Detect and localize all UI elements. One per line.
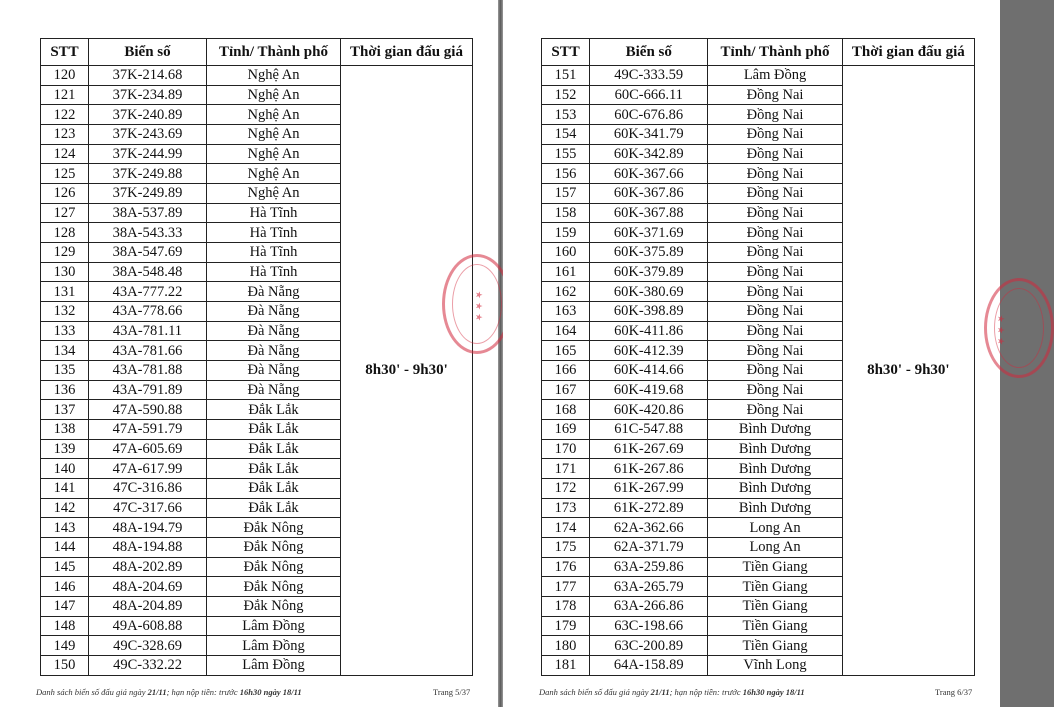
cell-stt: 178 xyxy=(542,597,590,617)
cell-stt: 170 xyxy=(542,439,590,459)
cell-province: Đắk Lắk xyxy=(207,498,341,518)
cell-stt: 152 xyxy=(542,85,590,105)
cell-plate: 37K-240.89 xyxy=(89,105,207,125)
footer-prefix: Danh sách biển số đấu giá ngày xyxy=(36,687,148,697)
cell-stt: 155 xyxy=(542,144,590,164)
cell-province: Đồng Nai xyxy=(708,144,842,164)
cell-province: Lâm Đồng xyxy=(207,656,341,676)
cell-stt: 142 xyxy=(41,498,89,518)
cell-plate: 49C-332.22 xyxy=(89,656,207,676)
footer-auction-date: 21/11 xyxy=(650,687,670,697)
cell-province: Đồng Nai xyxy=(708,361,842,381)
cell-province: Tiền Giang xyxy=(708,597,842,617)
cell-stt: 148 xyxy=(41,616,89,636)
cell-province: Nghệ An xyxy=(207,184,341,204)
cell-plate: 43A-781.11 xyxy=(89,321,207,341)
cell-province: Đồng Nai xyxy=(708,341,842,361)
cell-province: Nghệ An xyxy=(207,125,341,145)
cell-stt: 140 xyxy=(41,459,89,479)
cell-province: Nghệ An xyxy=(207,85,341,105)
cell-plate: 47A-590.88 xyxy=(89,400,207,420)
cell-plate: 43A-781.88 xyxy=(89,361,207,381)
footer-deadline: 16h30 ngày 18/11 xyxy=(742,687,805,697)
cell-auction-time: 8h30' - 9h30' xyxy=(341,66,473,676)
cell-plate: 60K-375.89 xyxy=(590,243,708,263)
cell-province: Lâm Đồng xyxy=(708,66,842,86)
cell-stt: 143 xyxy=(41,518,89,538)
cell-plate: 61K-267.86 xyxy=(590,459,708,479)
cell-stt: 130 xyxy=(41,262,89,282)
cell-province: Đồng Nai xyxy=(708,400,842,420)
cell-province: Đà Nẵng xyxy=(207,341,341,361)
cell-stt: 151 xyxy=(542,66,590,86)
cell-stt: 166 xyxy=(542,361,590,381)
cell-stt: 162 xyxy=(542,282,590,302)
header-auction-time: Thời gian đấu giá xyxy=(842,39,974,66)
cell-stt: 132 xyxy=(41,302,89,322)
cell-auction-time: 8h30' - 9h30' xyxy=(842,66,974,676)
cell-plate: 60K-420.86 xyxy=(590,400,708,420)
plate-auction-table xyxy=(40,38,473,676)
header-auction-time: Thời gian đấu giá xyxy=(341,39,473,66)
cell-province: Đồng Nai xyxy=(708,125,842,145)
cell-province: Bình Dương xyxy=(708,498,842,518)
cell-province: Đắk Lắk xyxy=(207,459,341,479)
cell-province: Đồng Nai xyxy=(708,85,842,105)
cell-stt: 123 xyxy=(41,125,89,145)
cell-plate: 47A-617.99 xyxy=(89,459,207,479)
cell-stt: 136 xyxy=(41,380,89,400)
cell-stt: 120 xyxy=(41,66,89,86)
cell-province: Đồng Nai xyxy=(708,223,842,243)
cell-plate: 37K-249.88 xyxy=(89,164,207,184)
cell-plate: 61K-267.99 xyxy=(590,479,708,499)
cell-province: Đồng Nai xyxy=(708,164,842,184)
cell-plate: 38A-543.33 xyxy=(89,223,207,243)
cell-province: Đà Nẵng xyxy=(207,282,341,302)
cell-province: Đồng Nai xyxy=(708,321,842,341)
cell-stt: 174 xyxy=(542,518,590,538)
document-page-right xyxy=(503,0,1000,707)
cell-plate: 38A-547.69 xyxy=(89,243,207,263)
cell-stt: 138 xyxy=(41,420,89,440)
cell-stt: 122 xyxy=(41,105,89,125)
cell-stt: 168 xyxy=(542,400,590,420)
cell-stt: 149 xyxy=(41,636,89,656)
cell-province: Bình Dương xyxy=(708,459,842,479)
table-row xyxy=(41,66,473,86)
cell-plate: 60K-380.69 xyxy=(590,282,708,302)
cell-province: Hà Tĩnh xyxy=(207,243,341,263)
cell-plate: 63A-266.86 xyxy=(590,597,708,617)
cell-stt: 125 xyxy=(41,164,89,184)
cell-plate: 63A-259.86 xyxy=(590,557,708,577)
cell-plate: 48A-204.89 xyxy=(89,597,207,617)
cell-plate: 43A-777.22 xyxy=(89,282,207,302)
cell-plate: 38A-537.89 xyxy=(89,203,207,223)
cell-province: Đồng Nai xyxy=(708,262,842,282)
cell-province: Nghệ An xyxy=(207,144,341,164)
cell-plate: 47C-316.86 xyxy=(89,479,207,499)
cell-province: Đồng Nai xyxy=(708,282,842,302)
cell-stt: 121 xyxy=(41,85,89,105)
cell-province: Đắk Nông xyxy=(207,538,341,558)
cell-stt: 147 xyxy=(41,597,89,617)
cell-province: Tiền Giang xyxy=(708,577,842,597)
cell-stt: 157 xyxy=(542,184,590,204)
cell-plate: 62A-371.79 xyxy=(590,538,708,558)
cell-province: Bình Dương xyxy=(708,479,842,499)
cell-plate: 61K-272.89 xyxy=(590,498,708,518)
cell-stt: 181 xyxy=(542,656,590,676)
cell-stt: 139 xyxy=(41,439,89,459)
cell-plate: 60K-341.79 xyxy=(590,125,708,145)
red-seal-stamp-edge: ★ ★ ★ xyxy=(984,278,1054,378)
cell-stt: 131 xyxy=(41,282,89,302)
cell-province: Đắk Nông xyxy=(207,518,341,538)
cell-province: Đắk Nông xyxy=(207,577,341,597)
cell-province: Hà Tĩnh xyxy=(207,203,341,223)
cell-province: Đắk Lắk xyxy=(207,479,341,499)
cell-stt: 175 xyxy=(542,538,590,558)
cell-province: Đồng Nai xyxy=(708,302,842,322)
cell-province: Lâm Đồng xyxy=(207,616,341,636)
cell-province: Đồng Nai xyxy=(708,105,842,125)
cell-plate: 49A-608.88 xyxy=(89,616,207,636)
table-header-row xyxy=(542,39,975,66)
cell-province: Đồng Nai xyxy=(708,380,842,400)
cell-plate: 63C-200.89 xyxy=(590,636,708,656)
cell-province: Đồng Nai xyxy=(708,243,842,263)
cell-province: Long An xyxy=(708,518,842,538)
cell-province: Đà Nẵng xyxy=(207,321,341,341)
cell-plate: 48A-194.79 xyxy=(89,518,207,538)
cell-province: Long An xyxy=(708,538,842,558)
header-province: Tỉnh/ Thành phố xyxy=(708,39,842,66)
cell-stt: 167 xyxy=(542,380,590,400)
cell-plate: 60C-666.11 xyxy=(590,85,708,105)
cell-province: Bình Dương xyxy=(708,420,842,440)
header-plate: Biển số xyxy=(590,39,708,66)
cell-province: Đồng Nai xyxy=(708,203,842,223)
cell-stt: 129 xyxy=(41,243,89,263)
cell-stt: 158 xyxy=(542,203,590,223)
cell-plate: 48A-194.88 xyxy=(89,538,207,558)
table-header-row xyxy=(41,39,473,66)
cell-plate: 60K-419.68 xyxy=(590,380,708,400)
cell-stt: 144 xyxy=(41,538,89,558)
cell-stt: 128 xyxy=(41,223,89,243)
cell-province: Vĩnh Long xyxy=(708,656,842,676)
cell-stt: 172 xyxy=(542,479,590,499)
cell-plate: 63A-265.79 xyxy=(590,577,708,597)
page-footer-note xyxy=(539,687,805,697)
cell-stt: 135 xyxy=(41,361,89,381)
cell-province: Hà Tĩnh xyxy=(207,223,341,243)
cell-province: Tiền Giang xyxy=(708,557,842,577)
cell-stt: 154 xyxy=(542,125,590,145)
cell-plate: 37K-234.89 xyxy=(89,85,207,105)
cell-stt: 156 xyxy=(542,164,590,184)
cell-plate: 60K-342.89 xyxy=(590,144,708,164)
cell-plate: 60K-414.66 xyxy=(590,361,708,381)
cell-plate: 62A-362.66 xyxy=(590,518,708,538)
cell-stt: 179 xyxy=(542,616,590,636)
header-stt: STT xyxy=(41,39,89,66)
cell-province: Tiền Giang xyxy=(708,616,842,636)
header-stt: STT xyxy=(542,39,590,66)
cell-province: Đắk Lắk xyxy=(207,439,341,459)
cell-plate: 43A-791.89 xyxy=(89,380,207,400)
cell-stt: 150 xyxy=(41,656,89,676)
cell-stt: 137 xyxy=(41,400,89,420)
document-page-left xyxy=(0,0,498,707)
red-seal-stamp: ★ ★ ★ xyxy=(442,254,512,354)
cell-plate: 60C-676.86 xyxy=(590,105,708,125)
footer-prefix: Danh sách biển số đấu giá ngày xyxy=(539,687,651,697)
cell-province: Đồng Nai xyxy=(708,184,842,204)
cell-plate: 60K-379.89 xyxy=(590,262,708,282)
page-footer-note xyxy=(36,687,302,697)
cell-plate: 43A-781.66 xyxy=(89,341,207,361)
cell-plate: 60K-367.86 xyxy=(590,184,708,204)
plate-auction-table xyxy=(541,38,975,676)
cell-stt: 145 xyxy=(41,557,89,577)
cell-plate: 43A-778.66 xyxy=(89,302,207,322)
cell-stt: 134 xyxy=(41,341,89,361)
cell-stt: 163 xyxy=(542,302,590,322)
cell-stt: 153 xyxy=(542,105,590,125)
cell-province: Tiền Giang xyxy=(708,636,842,656)
cell-plate: 37K-214.68 xyxy=(89,66,207,86)
cell-stt: 126 xyxy=(41,184,89,204)
cell-plate: 49C-328.69 xyxy=(89,636,207,656)
cell-stt: 173 xyxy=(542,498,590,518)
cell-plate: 49C-333.59 xyxy=(590,66,708,86)
footer-deadline: 16h30 ngày 18/11 xyxy=(239,687,302,697)
cell-province: Bình Dương xyxy=(708,439,842,459)
cell-plate: 47A-605.69 xyxy=(89,439,207,459)
cell-plate: 48A-202.89 xyxy=(89,557,207,577)
cell-plate: 64A-158.89 xyxy=(590,656,708,676)
cell-stt: 133 xyxy=(41,321,89,341)
cell-plate: 61K-267.69 xyxy=(590,439,708,459)
cell-province: Đắk Lắk xyxy=(207,420,341,440)
cell-stt: 160 xyxy=(542,243,590,263)
cell-stt: 124 xyxy=(41,144,89,164)
cell-plate: 60K-412.39 xyxy=(590,341,708,361)
cell-plate: 60K-367.66 xyxy=(590,164,708,184)
cell-plate: 63C-198.66 xyxy=(590,616,708,636)
cell-stt: 159 xyxy=(542,223,590,243)
cell-plate: 48A-204.69 xyxy=(89,577,207,597)
footer-auction-date: 21/11 xyxy=(147,687,167,697)
footer-middle: ; hạn nộp tiền: trước xyxy=(669,687,743,697)
cell-stt: 161 xyxy=(542,262,590,282)
cell-province: Đà Nẵng xyxy=(207,302,341,322)
cell-stt: 171 xyxy=(542,459,590,479)
cell-province: Đà Nẵng xyxy=(207,380,341,400)
cell-province: Đà Nẵng xyxy=(207,361,341,381)
cell-plate: 47C-317.66 xyxy=(89,498,207,518)
cell-plate: 37K-243.69 xyxy=(89,125,207,145)
cell-plate: 60K-367.88 xyxy=(590,203,708,223)
cell-plate: 47A-591.79 xyxy=(89,420,207,440)
cell-stt: 177 xyxy=(542,577,590,597)
cell-plate: 60K-398.89 xyxy=(590,302,708,322)
cell-stt: 176 xyxy=(542,557,590,577)
cell-stt: 127 xyxy=(41,203,89,223)
cell-province: Nghệ An xyxy=(207,105,341,125)
cell-stt: 164 xyxy=(542,321,590,341)
header-province: Tỉnh/ Thành phố xyxy=(207,39,341,66)
cell-province: Nghệ An xyxy=(207,164,341,184)
cell-stt: 141 xyxy=(41,479,89,499)
cell-stt: 180 xyxy=(542,636,590,656)
page-number: Trang 5/37 xyxy=(433,687,471,697)
cell-plate: 37K-249.89 xyxy=(89,184,207,204)
cell-plate: 60K-411.86 xyxy=(590,321,708,341)
cell-province: Nghệ An xyxy=(207,66,341,86)
cell-province: Đắk Nông xyxy=(207,557,341,577)
table-row xyxy=(542,66,975,86)
cell-stt: 146 xyxy=(41,577,89,597)
header-plate: Biển số xyxy=(89,39,207,66)
cell-plate: 37K-244.99 xyxy=(89,144,207,164)
cell-province: Hà Tĩnh xyxy=(207,262,341,282)
cell-plate: 61C-547.88 xyxy=(590,420,708,440)
cell-stt: 165 xyxy=(542,341,590,361)
page-number: Trang 6/37 xyxy=(935,687,973,697)
cell-province: Lâm Đồng xyxy=(207,636,341,656)
cell-province: Đắk Nông xyxy=(207,597,341,617)
cell-stt: 169 xyxy=(542,420,590,440)
cell-plate: 60K-371.69 xyxy=(590,223,708,243)
cell-province: Đắk Lắk xyxy=(207,400,341,420)
footer-middle: ; hạn nộp tiền: trước xyxy=(166,687,240,697)
cell-plate: 38A-548.48 xyxy=(89,262,207,282)
